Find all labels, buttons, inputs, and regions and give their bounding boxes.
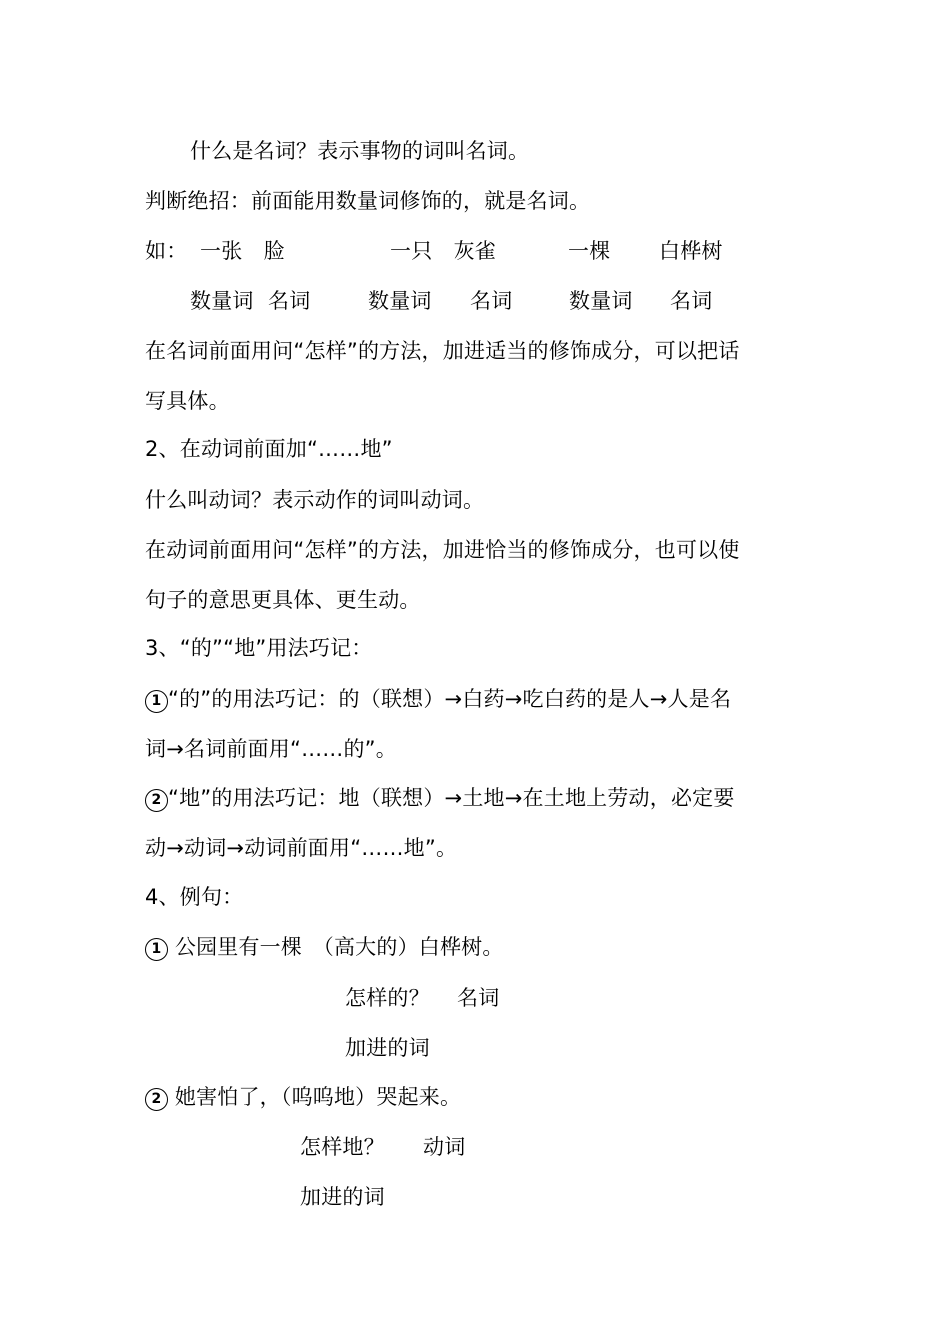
label-quantifier-3: 数量词 (569, 289, 633, 313)
example-sparrow: 一只 灰雀 (390, 239, 496, 263)
example-birch: 白桦树 (659, 239, 723, 263)
line-di-trick (145, 783, 735, 813)
examples-prefix: 如： (145, 239, 188, 263)
line-verb-definition: 什么叫动词？表示动作的词叫动词。 (145, 488, 485, 512)
annotation-verb: 动词 (423, 1135, 466, 1159)
example-1-annotation (0, 983, 950, 1013)
line-noun-method-cont: 写具体。 (145, 389, 230, 413)
example-tree-measure: 一棵 (568, 239, 611, 263)
line-de-trick-cont: 词→名词前面用“……的”。 (145, 737, 397, 761)
example-2-added-word: 加进的词 (300, 1185, 385, 1209)
label-noun-3: 名词 (670, 289, 713, 313)
line-verb-method: 在动词前面用问“怎样”的方法，加进恰当的修饰成分，也可以使 (145, 538, 740, 562)
line-noun-method: 在名词前面用问“怎样”的方法，加进适当的修饰成分，可以把话 (145, 339, 740, 363)
section-4-heading: 4、例句： (145, 885, 244, 909)
label-noun-1: 名词 (268, 289, 311, 313)
circled-number-icon: 1 (145, 690, 168, 713)
label-noun-2: 名词 (470, 289, 513, 313)
line-de-trick-text: “的”的用法巧记：的（联想）→白药→吃白药的是人→人是名 (168, 687, 732, 711)
line-di-trick-text: “地”的用法巧记：地（联想）→土地→在土地上劳动，必定要 (168, 786, 735, 810)
annotation-noun: 名词 (457, 986, 500, 1010)
annotation-how-de: 怎样的？ (345, 986, 430, 1010)
line-example-labels (0, 286, 950, 316)
example-2-annotation (0, 1132, 950, 1162)
example-sentence-2-text: 她害怕了，（呜呜地）哭起来。 (168, 1085, 462, 1109)
line-noun-definition: 什么是名词？表示事物的词叫名词。 (190, 139, 530, 163)
example-1-added-word: 加进的词 (345, 1036, 430, 1060)
example-sentence-1-text: 公园里有一棵 （高大的）白桦树。 (168, 935, 504, 959)
label-quantifier-1: 数量词 (190, 289, 254, 313)
example-face: 一张 脸 (200, 239, 285, 263)
line-di-trick-cont: 动→动词→动词前面用“……地”。 (145, 836, 458, 860)
annotation-how-di: 怎样地？ (300, 1135, 385, 1159)
example-sentence-1 (145, 932, 504, 962)
circled-number-icon: 1 (145, 938, 168, 961)
line-noun-trick: 判断绝招：前面能用数量词修饰的，就是名词。 (145, 189, 591, 213)
circled-number-icon: 2 (145, 789, 168, 812)
circled-number-icon: 2 (145, 1088, 168, 1111)
section-2-heading: 2、在动词前面加“……地” (145, 437, 393, 461)
line-verb-method-cont: 句子的意思更具体、更生动。 (145, 588, 421, 612)
line-noun-examples (0, 236, 950, 266)
section-3-heading: 3、“的”“地”用法巧记： (145, 636, 373, 660)
example-sentence-2 (145, 1082, 461, 1112)
line-de-trick (145, 684, 731, 714)
label-quantifier-2: 数量词 (368, 289, 432, 313)
